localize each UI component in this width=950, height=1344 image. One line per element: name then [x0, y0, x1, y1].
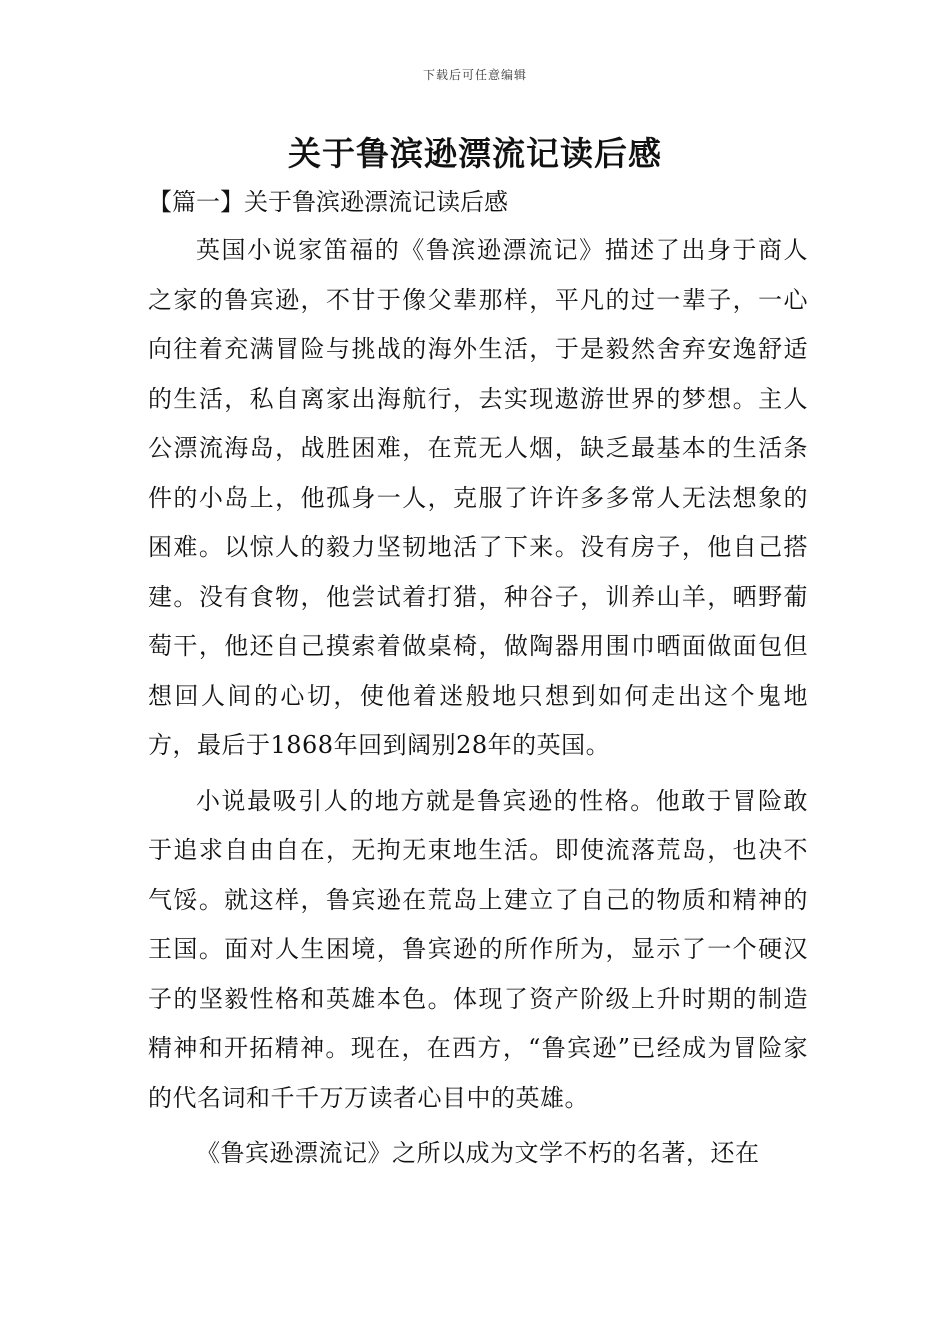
section-heading: 【篇一】关于鲁滨逊漂流记读后感: [148, 188, 508, 216]
header-note: 下载后可任意编辑: [422, 68, 527, 82]
body-text: [148, 226, 808, 1185]
document-title: 关于鲁滨逊漂流记读后感: [288, 134, 662, 173]
paragraph-1: 英国小说家笛福的《鲁滨逊漂流记》描述了出身于商人之家的鲁宾逊，不甘于像父辈那样，平凡的过一辈子，一心向往着充满冒险与挑战的海外生活，于是毅然舍弃安逸舒适的生活，私自离家出海航行，去实现遨游世界的梦想。主人公漂流海岛，战胜困难，在荒无人烟，缺乏最基本的生活条件的小岛上，他孤身一人，克服了许许多多常人无法想象的困难。以惊人的毅力坚韧地活了下来。没有房子，他自己搭建。没有食物，他尝试着打猎，种谷子，训养山羊，晒野葡萄干，他还自己摸索着做桌椅，做陶器用围巾晒面做面包但想回人间的心切，使他着迷般地只想到如何走出这个鬼地方，最后于1868年回到阔别28年的英国。: [148, 236, 808, 759]
paragraph-2: 小说最吸引人的地方就是鲁宾逊的性格。他敢于冒险敢于追求自由自在，无拘无束地生活。即使流落荒岛，也决不气馁。就这样，鲁宾逊在荒岛上建立了自己的物质和精神的王国。面对人生困境，鲁宾逊的所作所为，显示了一个硬汉子的坚毅性格和英雄本色。体现了资产阶级上升时期的制造精神和开拓精神。现在，在西方，“鲁宾逊”已经成为冒险家的代名词和千千万万读者心目中的英雄。: [148, 786, 808, 1112]
paragraph-3: 《鲁宾逊漂流记》之所以成为文学不朽的名著，还在: [196, 1139, 760, 1167]
